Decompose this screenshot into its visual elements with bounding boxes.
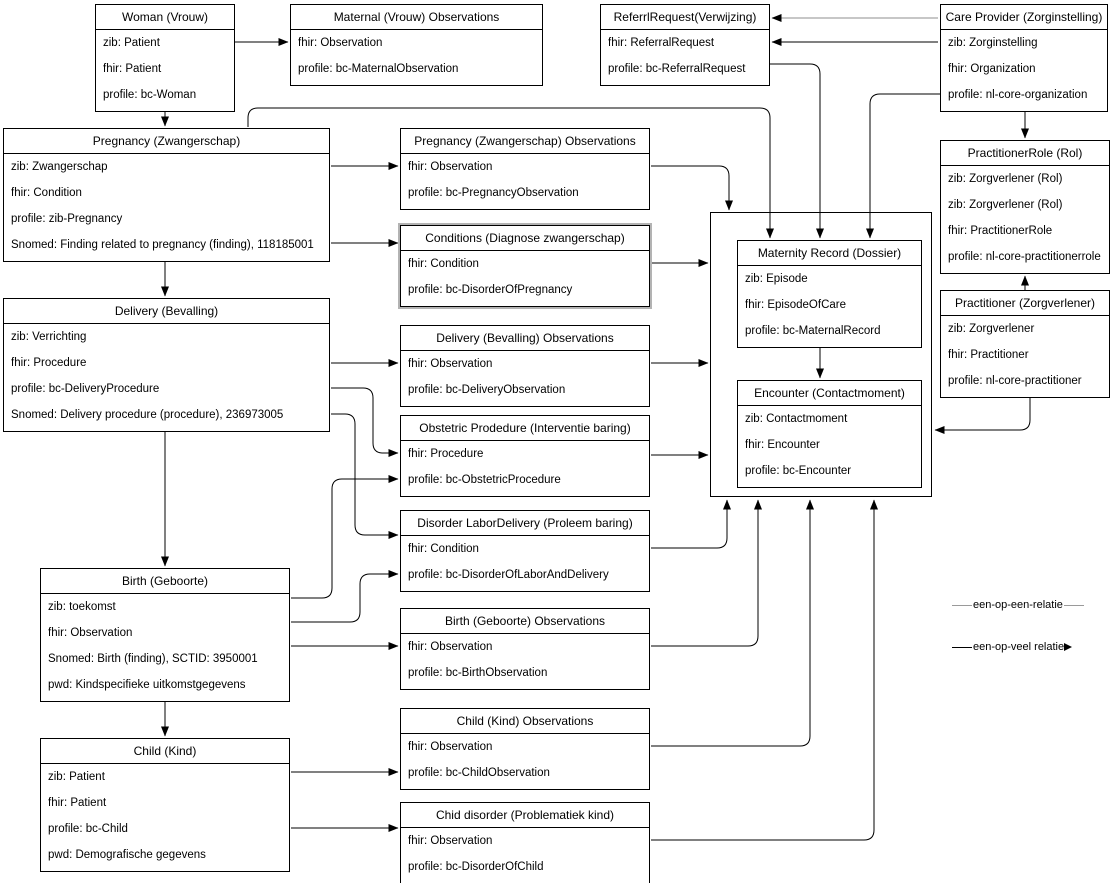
entity-box-conditions-pregnancy: [400, 225, 650, 307]
connector-birth-obstetric-procedure: [291, 479, 398, 598]
legend-line-left: [952, 647, 972, 648]
entity-title-child-disorder: Chid disorder (Problematiek kind): [401, 803, 649, 828]
entity-row: fhir: Observation: [408, 358, 493, 370]
entity-box-child-disorder: [400, 802, 650, 883]
connector-disorder-labor-maternity-container: [651, 500, 727, 548]
entity-box-child-observations: [400, 708, 650, 790]
entity-title-birth: Birth (Geboorte): [41, 569, 289, 594]
entity-title-maternity-record: Maternity Record (Dossier): [738, 241, 921, 266]
entity-box-care-provider: [940, 4, 1108, 112]
connector-delivery-disorder-labor: [331, 414, 398, 535]
entity-box-pregnancy-observations: [400, 128, 650, 210]
entity-row: profile: bc-ObstetricProcedure: [408, 474, 561, 486]
entity-row: zib: Zorgverlener (Rol): [948, 173, 1063, 185]
entity-row: fhir: Procedure: [408, 448, 484, 460]
entity-title-encounter: Encounter (Contactmoment): [738, 381, 921, 406]
entity-row: profile: bc-MaternalRecord: [745, 325, 881, 337]
entity-title-pregnancy: Pregnancy (Zwangerschap): [4, 129, 329, 154]
entity-row: fhir: Observation: [408, 835, 493, 847]
entity-box-encounter: [737, 380, 922, 488]
entity-row: fhir: Observation: [48, 627, 133, 639]
connector-delivery-obstetric-procedure: [331, 388, 398, 453]
entity-box-disorder-labor-delivery: [400, 510, 650, 592]
entity-row: fhir: Organization: [948, 63, 1036, 75]
entity-row: Snomed: Delivery procedure (procedure), 236973005: [11, 409, 284, 421]
entity-box-referral-request: [600, 4, 770, 86]
entity-box-practitioner-role: [940, 140, 1110, 274]
entity-row: profile: bc-ReferralRequest: [608, 63, 746, 75]
entity-title-child-observations: Child (Kind) Observations: [401, 709, 649, 734]
entity-row: fhir: Condition: [11, 187, 82, 199]
entity-row: fhir: Observation: [408, 641, 493, 653]
entity-box-delivery: [3, 298, 330, 432]
entity-row: fhir: EpisodeOfCare: [745, 299, 846, 311]
entity-box-obstetric-procedure: [400, 415, 650, 497]
entity-title-birth-observations: Birth (Geboorte) Observations: [401, 609, 649, 634]
entity-box-child: [40, 738, 290, 872]
entity-row: profile: bc-Child: [48, 823, 128, 835]
entity-row: zib: Zwangerschap: [11, 161, 108, 173]
entity-row: fhir: Condition: [408, 543, 479, 555]
entity-title-maternal-observations: Maternal (Vrouw) Observations: [291, 5, 542, 30]
connector-child-observations-maternity-container: [651, 500, 810, 746]
entity-box-pregnancy: [3, 128, 330, 262]
legend-one-to-one: [952, 599, 1084, 611]
entity-row: profile: bc-Encounter: [745, 465, 852, 477]
entity-row: zib: Zorgverlener (Rol): [948, 199, 1063, 211]
connector-child-disorder-maternity-container: [651, 500, 874, 840]
connector-pregnancy-observations-maternity-container: [651, 166, 729, 210]
entity-title-obstetric-procedure: Obstetric Prodedure (Interventie baring): [401, 416, 649, 441]
entity-row: fhir: Encounter: [745, 439, 820, 451]
entity-row: zib: Zorginstelling: [948, 37, 1038, 49]
entity-title-practitioner: Practitioner (Zorgverlener): [941, 291, 1109, 316]
entity-row: zib: Contactmoment: [745, 413, 848, 425]
legend-line-right: [1064, 605, 1084, 606]
entity-row: fhir: Condition: [408, 258, 479, 270]
entity-title-delivery-observations: Delivery (Bevalling) Observations: [401, 326, 649, 351]
entity-row: fhir: Observation: [408, 741, 493, 753]
entity-row: fhir: PractitionerRole: [948, 225, 1053, 237]
entity-title-pregnancy-observations: Pregnancy (Zwangerschap) Observations: [401, 129, 649, 154]
entity-row: profile: bc-Woman: [103, 89, 197, 101]
entity-box-birth: [40, 568, 290, 702]
entity-title-disorder-labor-delivery: Disorder LaborDelivery (Proleem baring): [401, 511, 649, 536]
entity-row: fhir: Observation: [298, 37, 383, 49]
connector-practitioner-encounter: [935, 398, 1030, 430]
entity-box-maternity-record: [737, 240, 922, 348]
entity-box-maternal-observations: [290, 4, 543, 86]
entity-row: Snomed: Birth (finding), SCTID: 3950001: [48, 653, 258, 665]
entity-row: zib: Verrichting: [11, 331, 87, 343]
entity-row: profile: bc-DeliveryObservation: [408, 384, 566, 396]
entity-row: Snomed: Finding related to pregnancy (finding), 118185001: [11, 239, 314, 251]
entity-title-woman: Woman (Vrouw): [96, 5, 234, 30]
legend-one-to-many: [952, 641, 1072, 653]
entity-title-delivery: Delivery (Bevalling): [4, 299, 329, 324]
entity-row: fhir: Patient: [48, 797, 107, 809]
entity-row: profile: bc-ChildObservation: [408, 767, 550, 779]
legend-line-left: [952, 605, 972, 606]
entity-row: fhir: Practitioner: [948, 349, 1029, 361]
entity-row: profile: bc-DisorderOfPregnancy: [408, 284, 573, 296]
entity-row: zib: Zorgverlener: [948, 323, 1035, 335]
entity-row: zib: Patient: [103, 37, 160, 49]
entity-title-care-provider: Care Provider (Zorginstelling): [941, 5, 1107, 30]
legend-one-to-many-label: een-op-veel relatie: [973, 641, 1065, 653]
legend-one-to-one-label: een-op-een-relatie: [973, 599, 1063, 611]
entity-row: profile: nl-core-organization: [948, 89, 1088, 101]
entity-row: profile: bc-DisorderOfLaborAndDelivery: [408, 569, 609, 581]
entity-row: zib: Patient: [48, 771, 105, 783]
entity-row: fhir: Observation: [408, 161, 493, 173]
entity-row: pwd: Demografische gegevens: [48, 849, 206, 861]
entity-title-conditions-pregnancy: Conditions (Diagnose zwangerschap): [401, 226, 649, 251]
entity-box-practitioner: [940, 290, 1110, 398]
connector-birth-observations-maternity-container: [651, 500, 758, 646]
entity-box-birth-observations: [400, 608, 650, 690]
entity-row: profile: nl-core-practitionerrole: [948, 251, 1101, 263]
entity-row: profile: bc-DeliveryProcedure: [11, 383, 160, 395]
entity-row: profile: bc-DisorderOfChild: [408, 861, 544, 873]
entity-row: fhir: Procedure: [11, 357, 87, 369]
entity-row: profile: bc-PregnancyObservation: [408, 187, 579, 199]
entity-row: profile: bc-MaternalObservation: [298, 63, 459, 75]
arrowhead-icon: [1064, 643, 1072, 651]
entity-row: profile: bc-BirthObservation: [408, 667, 548, 679]
entity-row: zib: Episode: [745, 273, 808, 285]
entity-row: fhir: Patient: [103, 63, 162, 75]
entity-row: profile: zib-Pregnancy: [11, 213, 123, 225]
entity-row: pwd: Kindspecifieke uitkomstgegevens: [48, 679, 246, 691]
entity-row: fhir: ReferralRequest: [608, 37, 715, 49]
entity-title-practitioner-role: PractitionerRole (Rol): [941, 141, 1109, 166]
entity-row: zib: toekomst: [48, 601, 116, 613]
entity-title-referral-request: ReferrlRequest(Verwijzing): [601, 5, 769, 30]
entity-box-woman: [95, 4, 235, 112]
entity-row: profile: nl-core-practitioner: [948, 375, 1082, 387]
entity-box-delivery-observations: [400, 325, 650, 407]
entity-title-child: Child (Kind): [41, 739, 289, 764]
